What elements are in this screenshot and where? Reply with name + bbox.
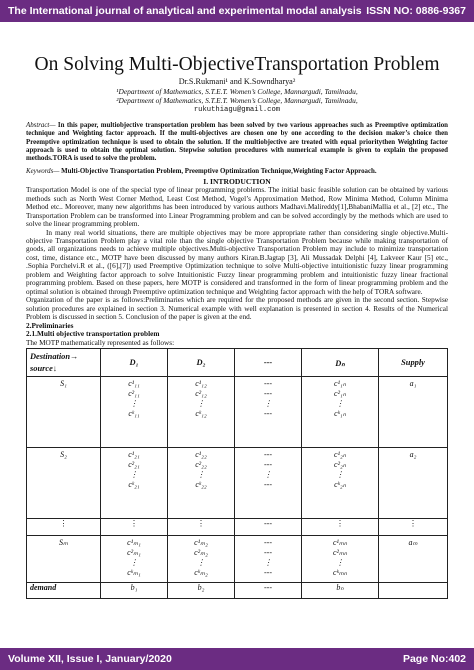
affiliation-2: ²Department of Mathematics, S.T.E.T. Women’s College, Mannargudi, Tamilnadu, [116, 96, 358, 106]
header-d1: D₁ [101, 349, 168, 377]
cost-entry: cᵏ₂₁ [128, 479, 140, 489]
cost-entry: ⋮ [130, 398, 138, 408]
vdots-cell: ⋮ [27, 519, 101, 536]
subsection-heading-motp: 2.1.Multi objective transportation problem [26, 329, 160, 339]
cost-entry: c¹₁₁ [128, 379, 140, 389]
cost-entry: --- [264, 388, 272, 398]
cost-entry: cᵏ₁ₙ [334, 408, 346, 418]
motp-intro: The MOTP mathematically represented as follows: [26, 338, 175, 347]
cost-entry: --- [264, 459, 272, 469]
abstract-label: Abstract— [26, 121, 56, 129]
cost-entry: c²₁ₙ [334, 388, 346, 398]
table-row-vdots [27, 519, 448, 536]
intro-paragraph-1: Transportation Model is one of the special type of linear programming problems. The initial basic feasible solution can be obtained by various methods such as North West Corner Method, Least Cost Method, Vogel’s Approximation Method, Row Minima Method, Column Minima Method etc.. Moreover, many new algorithms has been introduced by various authors Madhavi.Malireddy[1],BhabaniMallia et al., [2] etc., The Transportation Problem can be transformed into Linear Programming problem and can be solved accordingly by the methods which are used to solve the linear programming problem. [26, 186, 448, 229]
demand-label: demand [27, 583, 101, 599]
cost-entry: ⋮ [264, 469, 272, 479]
keywords [26, 168, 448, 176]
cell-sm-d2 [168, 536, 235, 583]
vdots-cell: ⋮ [101, 519, 168, 536]
table-row-s1 [27, 377, 448, 448]
source-label: S₂ [60, 450, 67, 460]
table-row-sm [27, 536, 448, 583]
cell-s2-dots [235, 448, 302, 519]
cell-sm-dn [302, 536, 379, 583]
abstract [26, 122, 448, 164]
page-number: Page No:402 [402, 653, 466, 665]
cost-entry: ⋮ [264, 557, 272, 567]
cost-entry: c¹₂₁ [128, 450, 140, 460]
header-destination-source [27, 349, 101, 377]
demand-empty [379, 583, 448, 599]
volume-issue: Volume XII, Issue I, January/2020 [8, 653, 172, 665]
cost-entry: cᵏ₂ₙ [334, 479, 346, 489]
cell-s2-d1 [101, 448, 168, 519]
cost-entry: ⋮ [197, 469, 205, 479]
author-email: rukuthiagu@gmail.com [193, 105, 281, 114]
cost-entry: --- [264, 547, 272, 557]
cost-entry: c¹₂₂ [195, 450, 207, 460]
source-label: Sₘ [59, 538, 68, 548]
cost-entry: ⋮ [336, 557, 344, 567]
journal-header [0, 0, 474, 22]
header-dn: Dₙ [302, 349, 379, 377]
header-source: source↓ [30, 363, 57, 373]
cost-entry: c²ₘₙ [332, 547, 348, 557]
cost-entry: cᵏₘ₂ [194, 567, 208, 577]
header-destination: Destination→ [30, 351, 79, 361]
demand-dots: --- [235, 583, 302, 599]
intro-paragraph-3: Organization of the paper is as follows:Preliminaries which are required for the proposed methods are given in the second section. Stepwise solution procedures are explained in section 3. Numerical example with well explanation is presented in section 4. Results of the Numerical Problem is discussed in section 5. Conclusion of the paper is given at the end. [26, 296, 448, 322]
source-label: S₁ [60, 379, 67, 389]
cost-entry: cᵏ₁₂ [195, 408, 207, 418]
cost-entry: c²₁₂ [195, 388, 207, 398]
source-s1 [27, 377, 101, 448]
intro-paragraph-2: In many real world situations, there are multiple objectives may be more appropriate rather than considering single objective.Multi-objective Transportation Problem play a vital role than the single objective Transportation Problem because while making transportation of goods, all organizations needs to achieve multiple objectives.Multi-objective Transportation Problem may include to minimize transportation cost, time, distance etc., MOTP have been discussed by many authors Kiran.B.Jagtap [3], Ali Mussadak Delphi [4], Lakveer Kaur [5] etc., .Sophia Porchelvi.R et al., ([6],[7]) used Preemptive Optimization technique to solve Multi-objective intuitionistic fuzzy linear programming problem and Weighting factor approach to solve Intuitionistic Fuzzy linear programming problem and intuitionistic fuzzy linear fractional programming problem. Based on these papers, here MOTP is considered and transformed in the form of linear programming problem and the optimal solution is obtained through Preemptive optimization technique and Weighting factor approach with the help of TORA software. [26, 228, 448, 296]
cost-entry: c¹ₘ₂ [194, 538, 208, 548]
cost-entry: c²₁₁ [128, 388, 140, 398]
demand-b1: b₁ [101, 583, 168, 599]
supply-a2 [379, 448, 448, 519]
paper-title: On Solving Multi-ObjectiveTransportation Problem [34, 54, 440, 75]
supply-value: a₁ [409, 379, 417, 389]
cost-entry: c¹₂ₙ [334, 450, 346, 460]
supply-value: aₘ [408, 538, 418, 548]
paper-page [26, 22, 448, 599]
paper-authors: Dr.S.Rukmani¹ and K.Sowndharya² [178, 77, 296, 86]
cost-entry: --- [264, 450, 272, 460]
cost-entry: --- [264, 567, 272, 577]
journal-name: The International journal of analytical and experimental modal analysis [8, 5, 362, 17]
cell-sm-d1 [101, 536, 168, 583]
issn-number: ISSN NO: 0886-9367 [366, 5, 466, 17]
cost-entry: c¹ₘₙ [332, 538, 348, 548]
cost-entry: cᵏₘₙ [333, 567, 347, 577]
cost-entry: ⋮ [336, 398, 344, 408]
cost-entry: --- [264, 408, 272, 418]
cost-entry: c¹₁₂ [195, 379, 207, 389]
journal-footer [0, 648, 474, 670]
cost-entry: c¹₁ₙ [334, 379, 346, 389]
cost-entry: c²ₘ₂ [194, 547, 208, 557]
supply-am [379, 536, 448, 583]
cost-entry: c²₂₂ [195, 459, 207, 469]
cell-s1-d2 [168, 377, 235, 448]
table-header-row [27, 349, 448, 377]
cost-entry: --- [264, 379, 272, 389]
cost-entry: ⋮ [130, 557, 138, 567]
dash-cell: --- [235, 519, 302, 536]
cost-entry: cᵏₘ₁ [127, 567, 141, 577]
section-heading-introduction: I. INTRODUCTION [203, 177, 271, 187]
source-s2 [27, 448, 101, 519]
cost-entry: cᵏ₂₂ [195, 479, 207, 489]
affiliation-1: ¹Department of Mathematics, S.T.E.T. Women’s College, Mannargudi, Tamilnadu, [116, 87, 358, 96]
header-supply: Supply [379, 349, 448, 377]
vdots-cell: ⋮ [302, 519, 379, 536]
cost-entry: ⋮ [130, 469, 138, 479]
cost-entry: c²ₘ₁ [127, 547, 141, 557]
vdots-cell: ⋮ [379, 519, 448, 536]
cell-s2-d2 [168, 448, 235, 519]
cost-entry: c²₂ₙ [334, 459, 346, 469]
cell-s1-d1 [101, 377, 168, 448]
cost-entry: ⋮ [197, 398, 205, 408]
keywords-text: Multi-Objective Transportation Problem, Preemptive Optimization Technique,Weighting Factor Approach. [59, 167, 377, 175]
cost-entry: --- [264, 538, 272, 548]
vdots-cell: ⋮ [168, 519, 235, 536]
cell-s1-dn [302, 377, 379, 448]
table-row-demand [27, 583, 448, 599]
cost-entry: ⋮ [336, 469, 344, 479]
demand-b2: b₂ [168, 583, 235, 599]
abstract-text: In this paper, multiobjective transportation problem has been solved by two various approaches such as Preemptive optimization technique and Weighting factor approach. If the multi-objectives are chosen one by one according to the decision maker’s choice then Preemptive optimization technique is used to obtain the solution. If the multiobjective are treated with equal prioritythen Weighting factor approach is used to obtain the optimal solution. Stepwise solution procedures with numerical example is given to explain the proposed methods.TORA is used to solve the problem. [26, 121, 448, 163]
source-sm [27, 536, 101, 583]
cell-sm-dots [235, 536, 302, 583]
keywords-label: Keywords— [26, 167, 60, 175]
cost-entry: c¹ₘ₁ [127, 538, 141, 548]
cost-entry: cᵏ₁₁ [128, 408, 140, 418]
cost-entry: c²₂₁ [128, 459, 140, 469]
cost-entry: ⋮ [264, 398, 272, 408]
cell-s1-dots [235, 377, 302, 448]
header-dots: --- [235, 349, 302, 377]
header-d2: D₂ [168, 349, 235, 377]
supply-a1 [379, 377, 448, 448]
cost-entry: --- [264, 479, 272, 489]
table-row-s2 [27, 448, 448, 519]
supply-value: a₂ [409, 450, 417, 460]
cell-s2-dn [302, 448, 379, 519]
cost-entry: ⋮ [197, 557, 205, 567]
section-heading-preliminaries: 2.Preliminaries [26, 320, 74, 330]
motp-table [26, 348, 448, 599]
demand-bn: bₙ [302, 583, 379, 599]
